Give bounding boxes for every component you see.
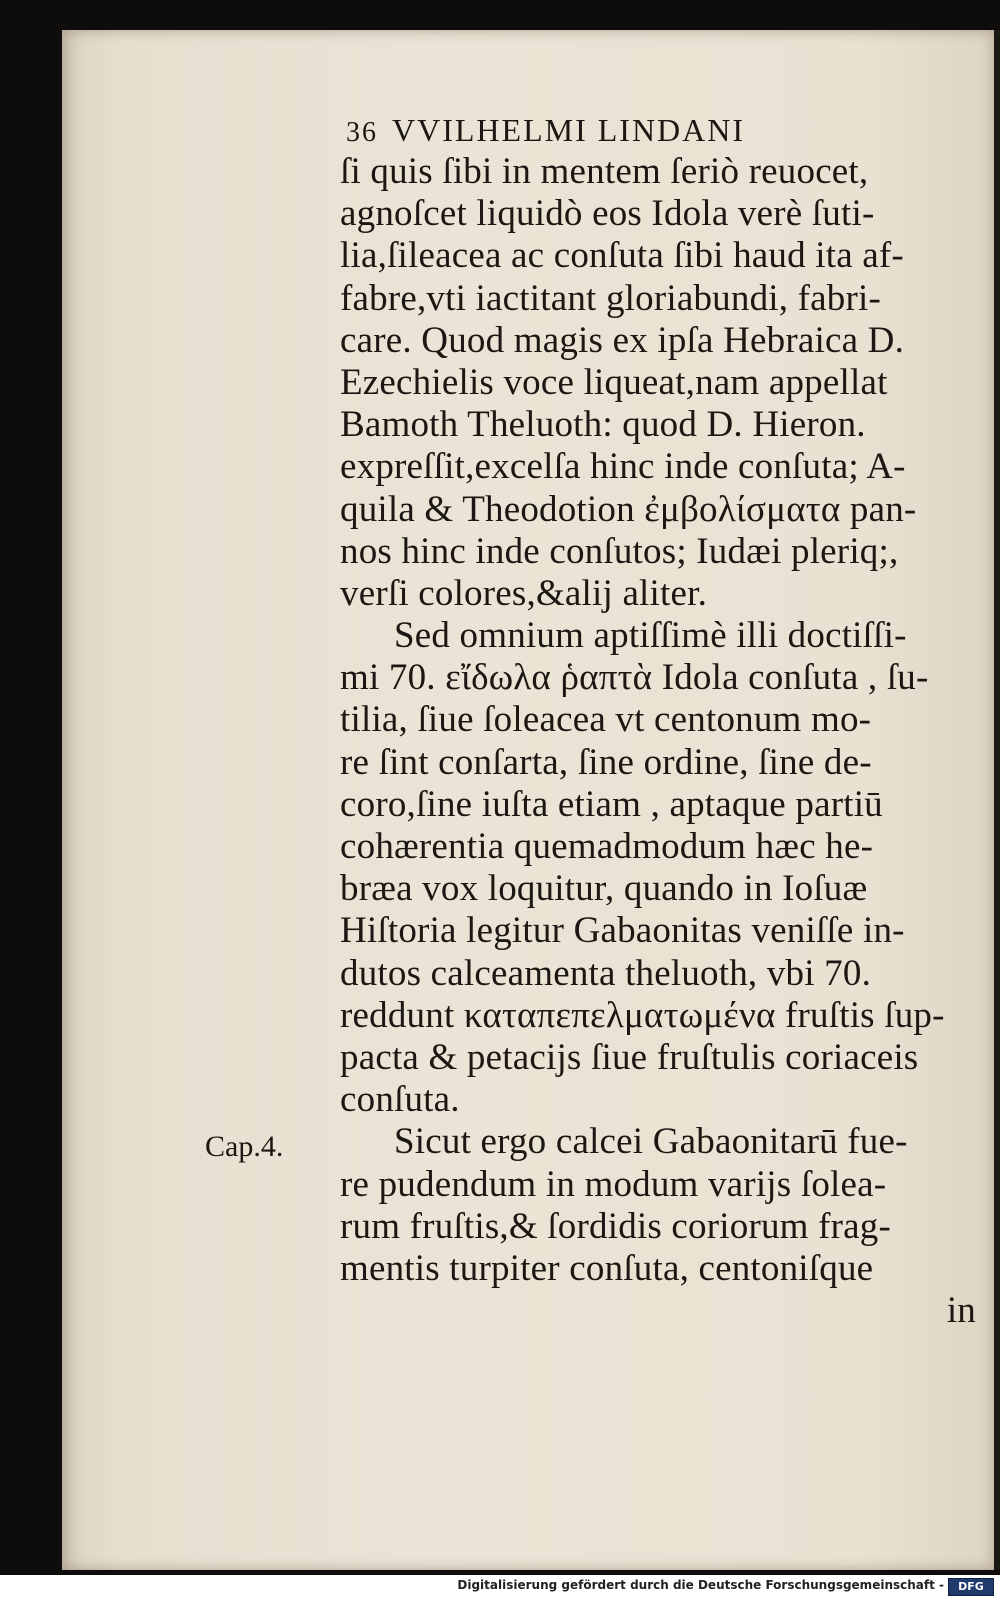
- text-line: mentis turpiter conſuta, centoniſque: [340, 1247, 874, 1289]
- text-line: quila & Theodotion ἐμβολίσματα pan-: [340, 488, 917, 530]
- text-line: tilia, ſiue ſoleacea vt centonum mo-: [340, 699, 872, 741]
- catchword: in: [946, 1290, 976, 1332]
- footer-credit: Digitalisierung gefördert durch die Deutsche Forschungsgemeinschaft -: [457, 1578, 944, 1592]
- text-line: cohærentia quemadmodum hæc he-: [340, 826, 874, 867]
- text-line: reddunt καταπεπελματωμένα fruſtis ſup-: [340, 994, 945, 1036]
- text-line: pacta & petacijs ſiue fruſtulis coriaceis: [340, 1036, 919, 1078]
- body-text: [340, 150, 990, 1331]
- text-line: nos hinc inde conſutos; Iudæi pleriq;,: [340, 530, 899, 572]
- text-line: Sed omnium aptiſſimè illi doctiſſi-: [394, 615, 907, 657]
- text-line: ſi quis ſibi in mentem ſeriò reuocet,: [340, 151, 869, 192]
- text-line: Bamoth Theluoth: quod D. Hieron.: [340, 404, 866, 446]
- page-number: 36: [346, 117, 378, 148]
- text-line: conſuta.: [340, 1079, 460, 1121]
- text-line: re pudendum in modum varijs ſolea-: [340, 1163, 887, 1205]
- text-line: verſi colores,&alij aliter.: [340, 572, 708, 614]
- facing-page-edge: [994, 30, 1000, 1570]
- text-line: rum fruſtis,& ſordidis coriorum frag-: [340, 1205, 891, 1247]
- text-line: agnoſcet liquidò eos Idola verè ſuti-: [340, 193, 875, 235]
- text-line: Ezechielis voce liqueat,nam appellat: [340, 361, 888, 403]
- text-line: bræa vox loquitur, quando in Ioſuæ: [340, 868, 868, 910]
- dfg-logo-icon: DFG: [948, 1578, 994, 1596]
- text-line: care. Quod magis ex ipſa Hebraica D.: [340, 319, 905, 361]
- text-line: Sicut ergo calcei Gabaonitarū fue-: [394, 1121, 908, 1163]
- margin-note: Cap.4.: [205, 1130, 284, 1163]
- running-head: [346, 112, 886, 149]
- text-line: fabre,vti iactitant gloriabundi, fabri-: [340, 277, 882, 319]
- text-line: Hiſtoria legitur Gabaonitas veniſſe in-: [340, 910, 905, 952]
- running-head-title: VVILHELMI LINDANI: [392, 112, 746, 148]
- text-line: coro,ſine iuſta etiam , aptaque partiū: [340, 783, 883, 825]
- footer-bar: [0, 1575, 1000, 1597]
- text-line: expreſſit,excelſa hinc inde conſuta; A-: [340, 446, 906, 488]
- text-line: re ſint conſarta, ſine ordine, ſine de-: [340, 741, 872, 783]
- text-line: mi 70. εἴδωλα ῥαπτὰ Idola conſuta , ſu-: [340, 657, 929, 699]
- text-line: dutos calceamenta theluoth, vbi 70.: [340, 952, 872, 994]
- text-line: lia,ſileacea ac conſuta ſibi haud ita af-: [340, 235, 904, 277]
